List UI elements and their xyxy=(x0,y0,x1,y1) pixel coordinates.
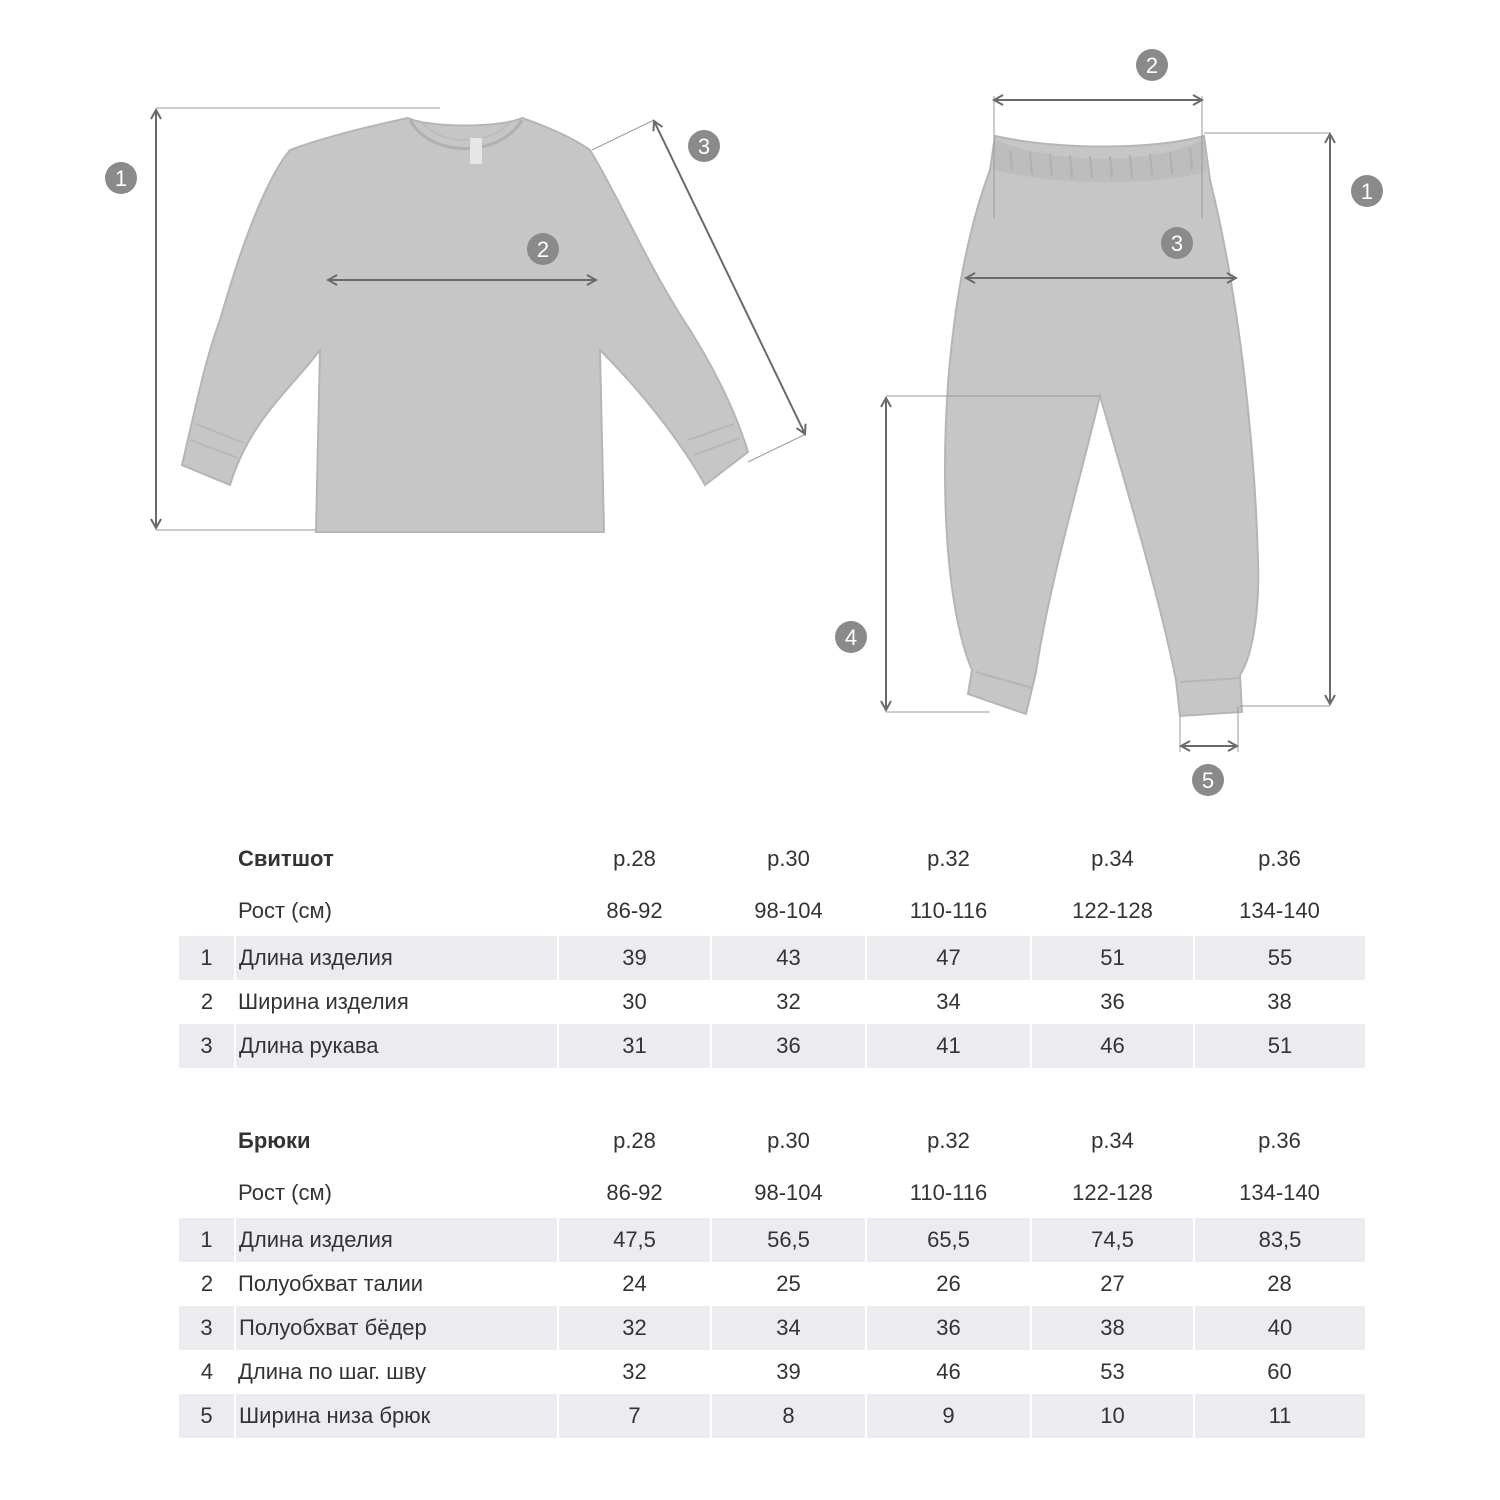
height-value: 134-140 xyxy=(1239,898,1320,923)
cell-value: 83,5 xyxy=(1194,1218,1365,1262)
cell-value: 27 xyxy=(1100,1271,1125,1296)
row-number: 3 xyxy=(179,1024,235,1068)
size-label: р.36 xyxy=(1258,846,1301,871)
cell-value: 47,5 xyxy=(558,1218,711,1262)
table-row xyxy=(179,980,1365,1024)
cell-value: 46 xyxy=(936,1359,961,1384)
height-value: 98-104 xyxy=(754,1180,823,1205)
row-number: 4 xyxy=(200,1359,214,1384)
pants-marker-5 xyxy=(1192,764,1224,796)
cell-value: 9 xyxy=(866,1394,1031,1438)
size-label: р.34 xyxy=(1091,1128,1134,1153)
cell-value: 41 xyxy=(866,1024,1031,1068)
table-row xyxy=(179,1306,1365,1350)
cell-value: 26 xyxy=(936,1271,961,1296)
cell-value: 56,5 xyxy=(711,1218,866,1262)
cell-value: 38 xyxy=(1031,1306,1194,1350)
cell-value: 38 xyxy=(1267,989,1292,1014)
cell-value: 34 xyxy=(711,1306,866,1350)
cell-value: 46 xyxy=(1031,1024,1194,1068)
row-number: 1 xyxy=(179,936,235,980)
table-row xyxy=(179,1262,1365,1306)
size-label: р.36 xyxy=(1258,1128,1301,1153)
pants-marker-3 xyxy=(1161,227,1193,259)
cell-value: 47 xyxy=(866,936,1031,980)
row-number: 5 xyxy=(179,1394,235,1438)
cell-value: 11 xyxy=(1194,1394,1365,1438)
cell-value: 74,5 xyxy=(1031,1218,1194,1262)
row-number: 1 xyxy=(179,1218,235,1262)
cell-value: 40 xyxy=(1194,1306,1365,1350)
row-label: Длина изделия xyxy=(235,1218,558,1262)
size-label: р.30 xyxy=(767,846,810,871)
table-header-row xyxy=(179,1114,1365,1168)
height-row xyxy=(179,886,1365,936)
row-label: Полуобхват бёдер xyxy=(235,1306,558,1350)
pants-illustration xyxy=(945,136,1258,716)
height-label: Рост (см) xyxy=(238,1180,332,1205)
table-row xyxy=(179,936,1365,980)
svg-text:3: 3 xyxy=(697,134,711,159)
cell-value: 34 xyxy=(936,989,961,1014)
row-number: 3 xyxy=(179,1306,235,1350)
height-value: 110-116 xyxy=(909,898,988,923)
row-number: 2 xyxy=(200,989,214,1014)
sweatshirt-title: Свитшот xyxy=(238,846,334,871)
height-value: 98-104 xyxy=(754,898,823,923)
svg-text:2: 2 xyxy=(1145,53,1159,78)
height-value: 86-92 xyxy=(606,898,663,923)
svg-text:1: 1 xyxy=(114,166,128,191)
svg-text:5: 5 xyxy=(1201,768,1215,793)
cell-value: 36 xyxy=(1100,989,1125,1014)
sweatshirt-marker-1 xyxy=(105,162,137,194)
row-number: 2 xyxy=(200,1271,214,1296)
table-header-row xyxy=(179,832,1365,886)
cell-value: 10 xyxy=(1031,1394,1194,1438)
height-value: 110-116 xyxy=(909,1180,988,1205)
height-label: Рост (см) xyxy=(238,898,332,923)
cell-value: 28 xyxy=(1267,1271,1292,1296)
cell-value: 51 xyxy=(1194,1024,1365,1068)
row-label: Длина по шаг. шву xyxy=(238,1359,427,1384)
svg-text:4: 4 xyxy=(844,625,858,650)
sweatshirt-size-table xyxy=(179,832,1365,1068)
cell-value: 43 xyxy=(711,936,866,980)
cell-value: 30 xyxy=(622,989,647,1014)
sweatshirt-illustration xyxy=(182,118,748,532)
cell-value: 60 xyxy=(1267,1359,1292,1384)
cell-value: 39 xyxy=(558,936,711,980)
row-label: Длина рукава xyxy=(235,1024,558,1068)
size-label: р.34 xyxy=(1091,846,1134,871)
pants-marker-2 xyxy=(1136,49,1168,81)
height-value: 122-128 xyxy=(1072,898,1153,923)
size-label: р.28 xyxy=(613,1128,656,1153)
height-value: 134-140 xyxy=(1239,1180,1320,1205)
size-label: р.32 xyxy=(927,846,970,871)
cell-value: 53 xyxy=(1100,1359,1125,1384)
cell-value: 39 xyxy=(776,1359,801,1384)
cell-value: 36 xyxy=(866,1306,1031,1350)
size-label: р.32 xyxy=(927,1128,970,1153)
svg-text:2: 2 xyxy=(536,237,550,262)
cell-value: 36 xyxy=(711,1024,866,1068)
pants-title: Брюки xyxy=(238,1128,311,1153)
cell-value: 55 xyxy=(1194,936,1365,980)
cell-value: 32 xyxy=(776,989,801,1014)
cell-value: 8 xyxy=(711,1394,866,1438)
cell-value: 51 xyxy=(1031,936,1194,980)
height-value: 86-92 xyxy=(606,1180,663,1205)
table-row xyxy=(179,1394,1365,1438)
pants-marker-4 xyxy=(835,621,867,653)
svg-text:1: 1 xyxy=(1360,179,1374,204)
cell-value: 32 xyxy=(558,1306,711,1350)
cell-value: 65,5 xyxy=(866,1218,1031,1262)
size-label: р.28 xyxy=(613,846,656,871)
cell-value: 24 xyxy=(622,1271,647,1296)
table-row xyxy=(179,1350,1365,1394)
cell-value: 25 xyxy=(776,1271,801,1296)
height-row xyxy=(179,1168,1365,1218)
table-row xyxy=(179,1218,1365,1262)
row-label: Ширина низа брюк xyxy=(235,1394,558,1438)
table-row xyxy=(179,1024,1365,1068)
row-label: Длина изделия xyxy=(235,936,558,980)
row-label: Ширина изделия xyxy=(238,989,409,1014)
row-label: Полуобхват талии xyxy=(238,1271,424,1296)
sweatshirt-marker-2 xyxy=(527,233,559,265)
size-label: р.30 xyxy=(767,1128,810,1153)
sweatshirt-marker-3 xyxy=(688,130,720,162)
cell-value: 7 xyxy=(558,1394,711,1438)
cell-value: 32 xyxy=(622,1359,647,1384)
svg-text:3: 3 xyxy=(1170,231,1184,256)
pants-size-table xyxy=(179,1114,1365,1438)
height-value: 122-128 xyxy=(1072,1180,1153,1205)
cell-value: 31 xyxy=(558,1024,711,1068)
pants-marker-1 xyxy=(1351,175,1383,207)
